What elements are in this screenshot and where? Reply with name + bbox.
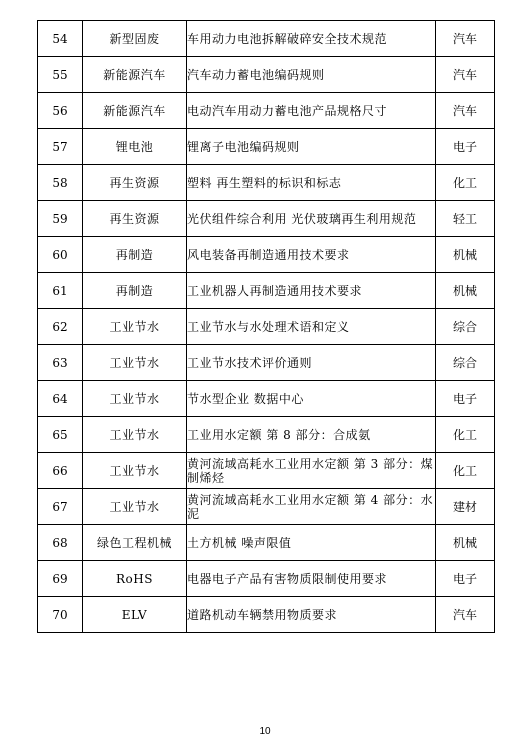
industry-cell xyxy=(436,417,495,453)
category-cell xyxy=(83,525,187,561)
table-row xyxy=(38,201,495,237)
standard-name-text: 节水型企业 数据中心 xyxy=(187,391,304,406)
category-cell xyxy=(83,561,187,597)
category-text: 工业节水 xyxy=(109,463,160,478)
standard-name-cell xyxy=(187,381,436,417)
industry-cell xyxy=(436,93,495,129)
standard-name-text: 风电装备再制造通用技术要求 xyxy=(187,247,350,262)
industry-cell xyxy=(436,21,495,57)
standard-name-text: 锂离子电池编码规则 xyxy=(187,139,300,154)
row-number-cell xyxy=(38,597,83,633)
standard-name-cell xyxy=(187,345,436,381)
category-cell xyxy=(83,237,187,273)
standard-name-text: 车用动力电池拆解破碎安全技术规范 xyxy=(187,31,388,46)
standard-name-text: 塑料 再生塑料的标识和标志 xyxy=(187,175,342,190)
standard-name-cell xyxy=(187,561,436,597)
table-row xyxy=(38,345,495,381)
table-row xyxy=(38,57,495,93)
category-cell xyxy=(83,21,187,57)
row-number-text: 58 xyxy=(52,175,68,190)
row-number-cell xyxy=(38,129,83,165)
category-text: ELV xyxy=(121,607,148,622)
category-cell xyxy=(83,453,187,489)
row-number-cell xyxy=(38,201,83,237)
industry-cell xyxy=(436,525,495,561)
industry-cell xyxy=(436,597,495,633)
category-text: 再生资源 xyxy=(109,175,160,190)
industry-text: 化工 xyxy=(452,427,477,442)
industry-text: 化工 xyxy=(452,175,477,190)
standard-name-text: 工业节水技术评价通则 xyxy=(187,355,313,370)
industry-cell xyxy=(436,129,495,165)
category-cell xyxy=(83,273,187,309)
industry-cell xyxy=(436,237,495,273)
category-cell xyxy=(83,165,187,201)
category-cell xyxy=(83,57,187,93)
row-number-text: 68 xyxy=(52,535,68,550)
standard-name-text: 黄河流域高耗水工业用水定额 第 3 部分：煤制烯烃 xyxy=(187,456,434,485)
standard-name-cell xyxy=(187,129,436,165)
table-row xyxy=(38,273,495,309)
row-number-cell xyxy=(38,381,83,417)
standard-name-cell xyxy=(187,597,436,633)
category-text: 工业节水 xyxy=(109,499,160,514)
industry-text: 汽车 xyxy=(452,67,477,82)
standards-table-body xyxy=(38,21,495,633)
row-number-text: 54 xyxy=(52,31,68,46)
table-row xyxy=(38,489,495,525)
category-text: 工业节水 xyxy=(109,355,160,370)
industry-cell xyxy=(436,273,495,309)
row-number-text: 57 xyxy=(52,139,68,154)
standard-name-text: 汽车动力蓄电池编码规则 xyxy=(187,67,325,82)
row-number-cell xyxy=(38,165,83,201)
industry-text: 汽车 xyxy=(452,607,477,622)
standard-name-text: 工业机器人再制造通用技术要求 xyxy=(187,283,363,298)
standard-name-text: 光伏组件综合利用 光伏玻璃再生利用规范 xyxy=(187,211,417,226)
category-cell xyxy=(83,93,187,129)
row-number-cell xyxy=(38,309,83,345)
row-number-cell xyxy=(38,237,83,273)
standards-table xyxy=(37,20,495,633)
standard-name-text: 电器电子产品有害物质限制使用要求 xyxy=(187,571,388,586)
row-number-text: 63 xyxy=(52,355,68,370)
industry-text: 电子 xyxy=(452,139,477,154)
row-number-text: 55 xyxy=(52,67,68,82)
category-cell xyxy=(83,201,187,237)
category-cell xyxy=(83,597,187,633)
industry-text: 汽车 xyxy=(452,103,477,118)
standard-name-text: 黄河流域高耗水工业用水定额 第 4 部分：水泥 xyxy=(187,492,434,521)
category-cell xyxy=(83,309,187,345)
row-number-text: 69 xyxy=(52,571,68,586)
industry-cell xyxy=(436,453,495,489)
industry-cell xyxy=(436,561,495,597)
row-number-text: 66 xyxy=(52,463,68,478)
row-number-cell xyxy=(38,525,83,561)
row-number-text: 62 xyxy=(52,319,68,334)
standard-name-cell xyxy=(187,93,436,129)
standard-name-text: 工业节水与水处理术语和定义 xyxy=(187,319,350,334)
row-number-cell xyxy=(38,345,83,381)
table-row xyxy=(38,525,495,561)
industry-text: 机械 xyxy=(452,247,477,262)
standard-name-cell xyxy=(187,309,436,345)
row-number-cell xyxy=(38,489,83,525)
standard-name-cell xyxy=(187,525,436,561)
row-number-cell xyxy=(38,453,83,489)
category-text: 再制造 xyxy=(115,283,154,298)
industry-text: 机械 xyxy=(452,283,477,298)
category-text: 新能源汽车 xyxy=(103,103,166,118)
category-text: 再制造 xyxy=(115,247,154,262)
industry-text: 轻工 xyxy=(452,211,477,226)
category-cell xyxy=(83,381,187,417)
table-row xyxy=(38,453,495,489)
category-text: 工业节水 xyxy=(109,427,160,442)
standard-name-cell xyxy=(187,21,436,57)
standard-name-text: 电动汽车用动力蓄电池产品规格尺寸 xyxy=(187,103,388,118)
category-text: 锂电池 xyxy=(115,139,154,154)
industry-text: 化工 xyxy=(452,463,477,478)
industry-text: 建材 xyxy=(452,499,477,514)
standard-name-cell xyxy=(187,165,436,201)
standard-name-cell xyxy=(187,453,436,489)
industry-cell xyxy=(436,345,495,381)
table-row xyxy=(38,165,495,201)
standard-name-cell xyxy=(187,417,436,453)
category-text: 工业节水 xyxy=(109,391,160,406)
category-text: 再生资源 xyxy=(109,211,160,226)
industry-text: 电子 xyxy=(452,571,477,586)
standard-name-text: 工业用水定额 第 8 部分：合成氨 xyxy=(187,427,371,442)
standard-name-cell xyxy=(187,57,436,93)
industry-cell xyxy=(436,489,495,525)
industry-text: 综合 xyxy=(452,319,477,334)
row-number-text: 70 xyxy=(52,607,68,622)
category-cell xyxy=(83,417,187,453)
standard-name-cell xyxy=(187,273,436,309)
table-row xyxy=(38,129,495,165)
standard-name-cell xyxy=(187,237,436,273)
row-number-cell xyxy=(38,561,83,597)
row-number-text: 64 xyxy=(52,391,68,406)
standard-name-text: 道路机动车辆禁用物质要求 xyxy=(187,607,338,622)
table-row xyxy=(38,561,495,597)
page-number: 10 xyxy=(259,726,271,737)
industry-cell xyxy=(436,381,495,417)
row-number-text: 60 xyxy=(52,247,68,262)
row-number-text: 61 xyxy=(52,283,68,298)
category-text: 绿色工程机械 xyxy=(96,535,172,550)
row-number-text: 67 xyxy=(52,499,68,514)
industry-cell xyxy=(436,57,495,93)
industry-text: 电子 xyxy=(452,391,477,406)
table-row xyxy=(38,597,495,633)
category-text: 新能源汽车 xyxy=(103,67,166,82)
row-number-cell xyxy=(38,273,83,309)
row-number-text: 56 xyxy=(52,103,68,118)
industry-cell xyxy=(436,309,495,345)
category-cell xyxy=(83,489,187,525)
standard-name-text: 土方机械 噪声限值 xyxy=(187,535,292,550)
industry-text: 汽车 xyxy=(452,31,477,46)
row-number-cell xyxy=(38,21,83,57)
industry-text: 综合 xyxy=(452,355,477,370)
standard-name-cell xyxy=(187,201,436,237)
row-number-cell xyxy=(38,57,83,93)
row-number-text: 59 xyxy=(52,211,68,226)
industry-cell xyxy=(436,165,495,201)
row-number-cell xyxy=(38,417,83,453)
table-row xyxy=(38,21,495,57)
industry-text: 机械 xyxy=(452,535,477,550)
category-text: 新型固废 xyxy=(109,31,160,46)
category-cell xyxy=(83,129,187,165)
category-text: RoHS xyxy=(116,571,153,586)
category-cell xyxy=(83,345,187,381)
table-row xyxy=(38,93,495,129)
row-number-cell xyxy=(38,93,83,129)
table-row xyxy=(38,309,495,345)
category-text: 工业节水 xyxy=(109,319,160,334)
row-number-text: 65 xyxy=(52,427,68,442)
table-row xyxy=(38,381,495,417)
industry-cell xyxy=(436,201,495,237)
standard-name-cell xyxy=(187,489,436,525)
table-row xyxy=(38,237,495,273)
table-row xyxy=(38,417,495,453)
